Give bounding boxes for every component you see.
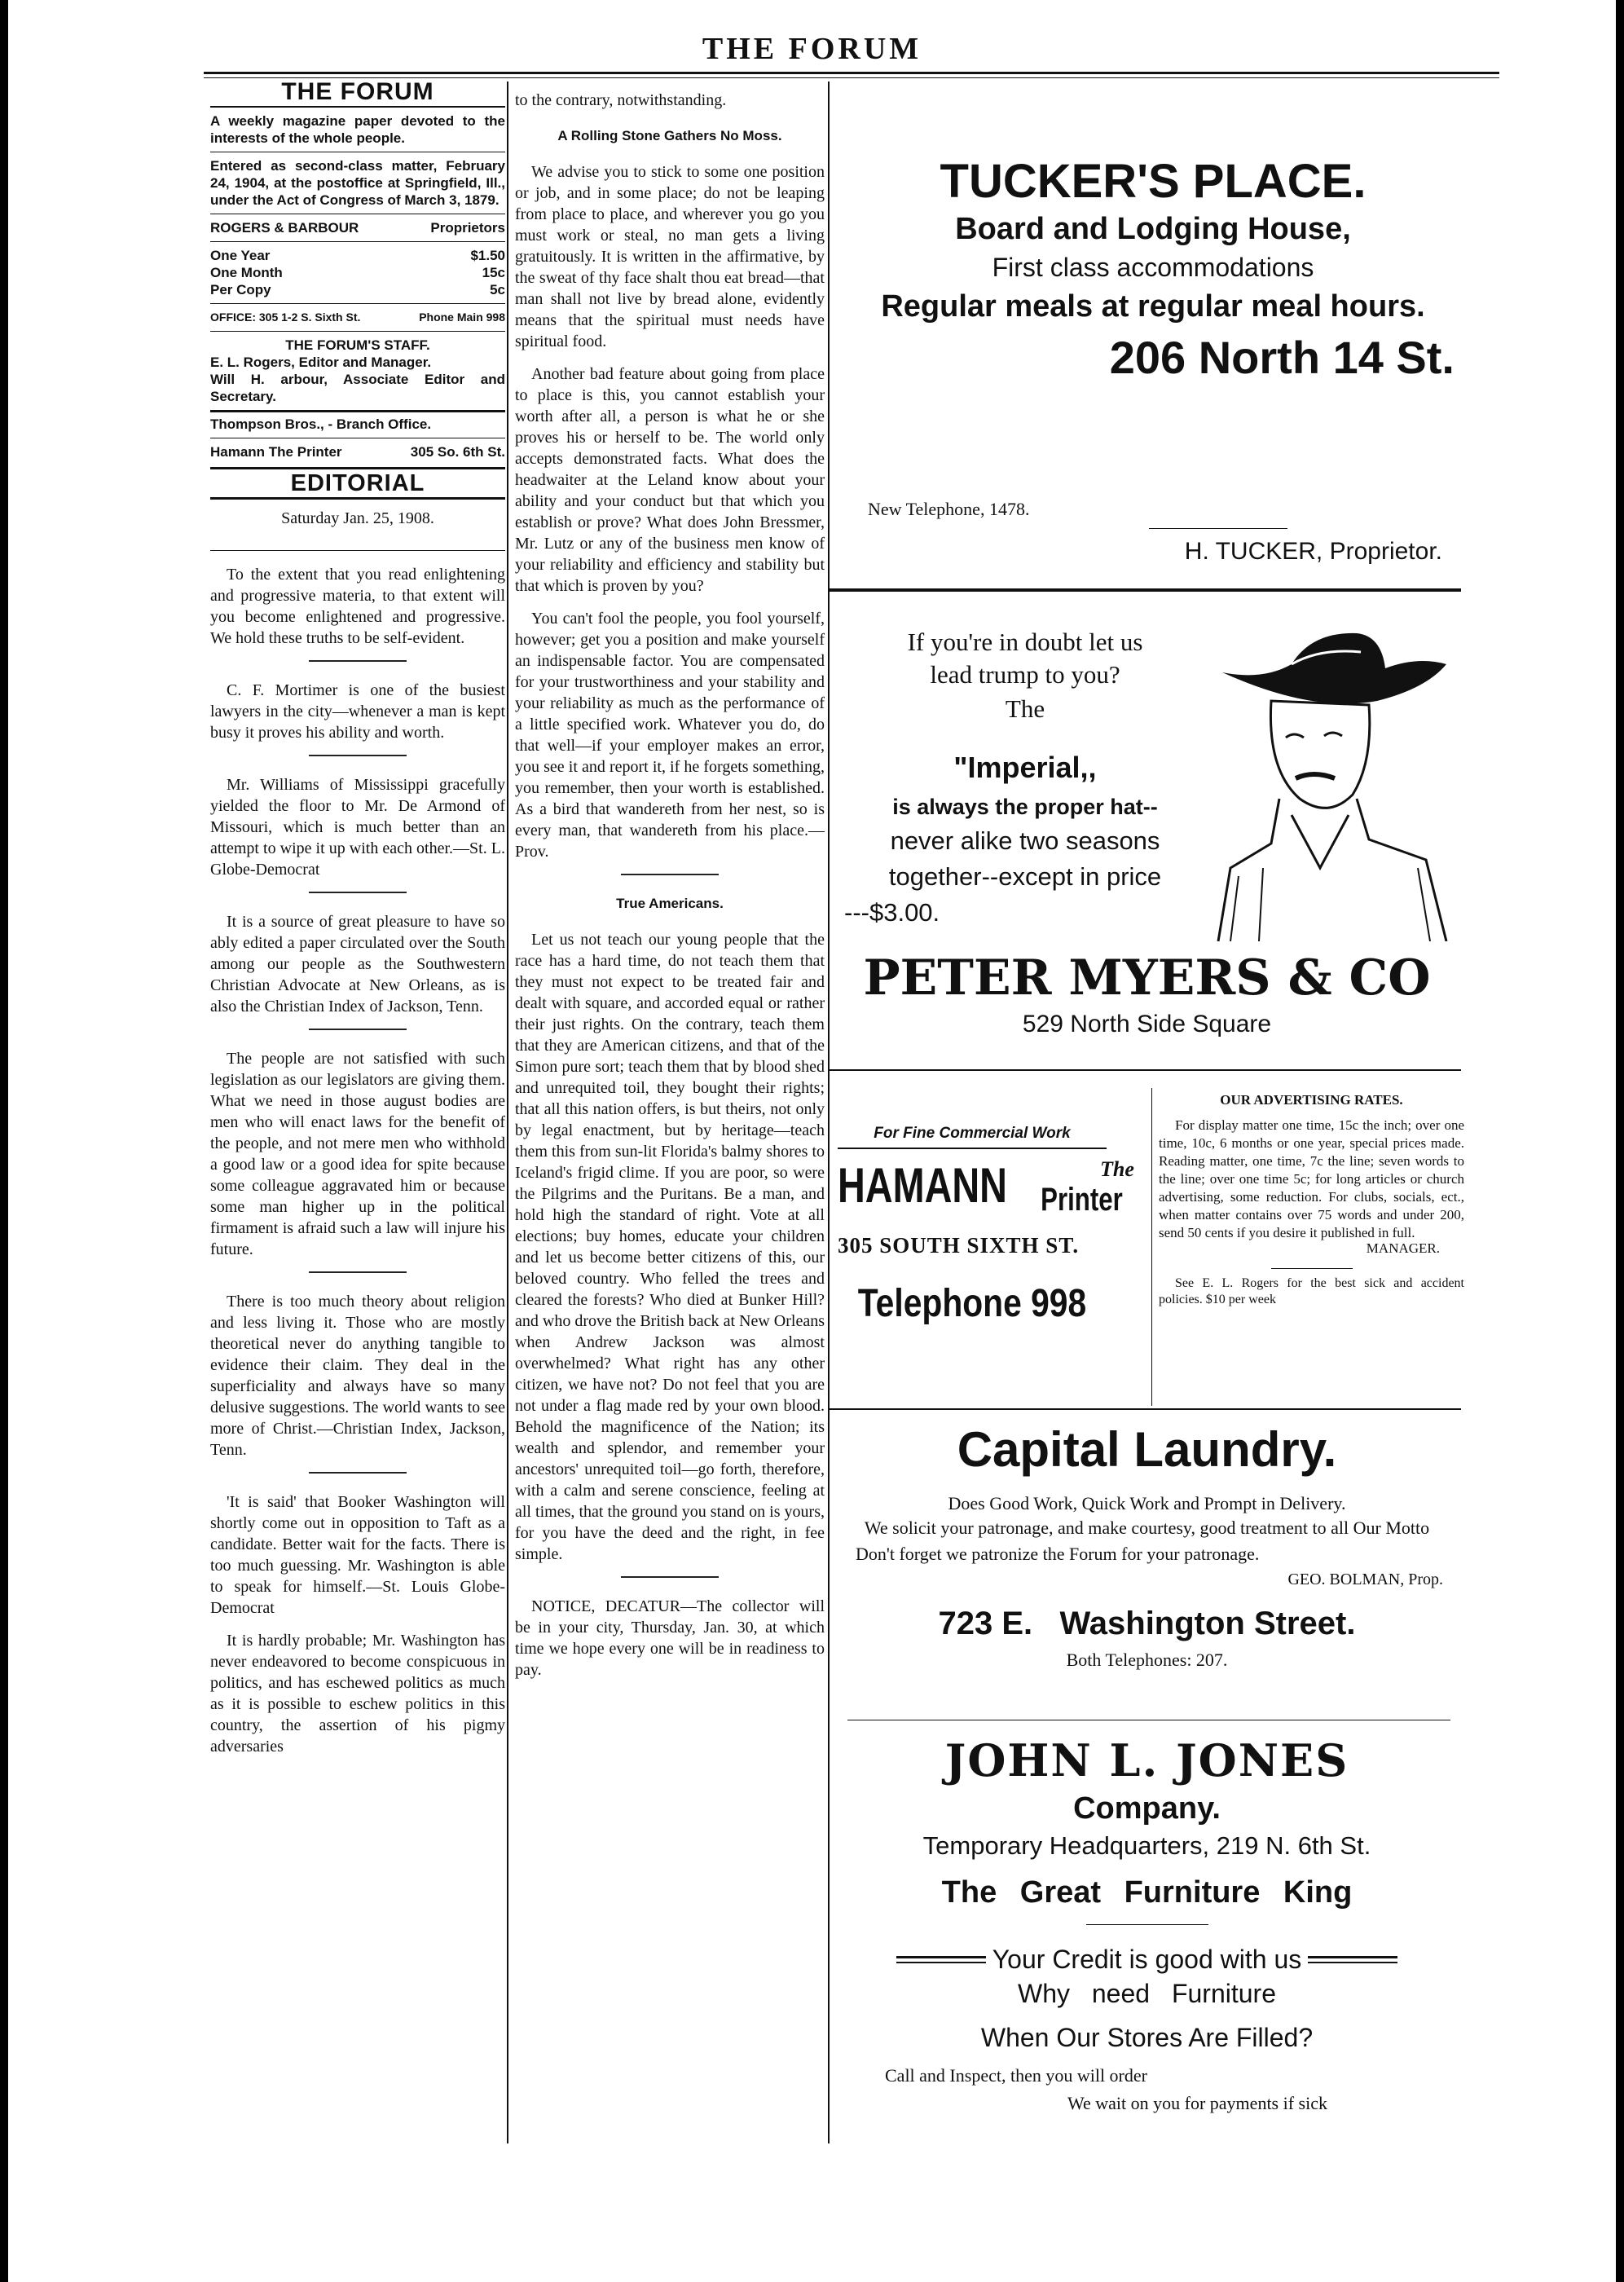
tucker-line1: Board and Lodging House, bbox=[955, 212, 1351, 246]
hamann-tagline: For Fine Commercial Work bbox=[874, 1125, 1071, 1142]
middle-column bbox=[515, 90, 825, 1692]
rates-signature: MANAGER. bbox=[1366, 1240, 1440, 1256]
branch-office: Thompson Bros., - Branch Office. bbox=[210, 416, 432, 432]
office-phone: Phone Main 998 bbox=[419, 311, 505, 324]
jones-company: Company. bbox=[1073, 1791, 1221, 1826]
hamann-ad bbox=[838, 1125, 1134, 1326]
decorative-rule bbox=[1308, 1956, 1397, 1963]
hamann-name: HAMANN bbox=[838, 1158, 1007, 1213]
laundry-phones: Both Telephones: 207. bbox=[1066, 1650, 1228, 1670]
printer-address: 305 So. 6th St. bbox=[410, 444, 505, 460]
man-with-hat-illustration bbox=[1214, 623, 1450, 941]
ad-divider bbox=[830, 1069, 1461, 1071]
staff-title: THE FORUM'S STAFF. bbox=[285, 337, 430, 353]
laundry-line2: We solicit your patronage, and make courtesy, good treatment to all Our Motto bbox=[864, 1518, 1430, 1538]
rate-row bbox=[210, 264, 505, 281]
staff-associate: Will H. arbour, Associate Editor and Secretary. bbox=[210, 372, 505, 404]
issue-date: Saturday Jan. 25, 1908. bbox=[281, 509, 434, 527]
editorial-paragraph: It is a source of great pleasure to have so ably edited a paper circulated over the South among our people as the Southwestern Christian Advocate at New Orleans, as is also the Christian Index of Jackson, Tenn. bbox=[210, 913, 505, 1015]
rate-label: One Month bbox=[210, 265, 283, 280]
masthead-rule bbox=[204, 72, 1499, 74]
jones-line5: We wait on you for payments if sick bbox=[1067, 2093, 1327, 2113]
hamann-telephone: Telephone 998 bbox=[857, 1282, 1087, 1325]
proprietors-row bbox=[210, 219, 505, 236]
rate-label: Per Copy bbox=[210, 282, 271, 297]
tucker-line3: Regular meals at regular meal hours. bbox=[881, 289, 1425, 324]
ad-divider-vertical bbox=[1151, 1088, 1152, 1406]
masthead: THE FORUM bbox=[702, 32, 922, 66]
rates-footer: See E. L. Rogers for the best sick and accident policies. $10 per week bbox=[1159, 1276, 1464, 1306]
laundry-line1: Does Good Work, Quick Work and Prompt in Delivery. bbox=[948, 1493, 1346, 1513]
left-column bbox=[210, 78, 505, 1769]
myers-ad bbox=[838, 626, 1212, 931]
column-divider-1 bbox=[507, 82, 508, 2143]
editorial-heading: EDITORIAL bbox=[290, 470, 425, 496]
separator bbox=[309, 1029, 407, 1030]
editorial-paragraph: To the extent that you read enlightening and progressive materia, to that extent will you become enlightened and progressive. We hold these truths to be self-evident. bbox=[210, 566, 505, 647]
separator bbox=[621, 874, 719, 875]
jones-line4: Call and Inspect, then you will order bbox=[885, 2065, 1147, 2086]
separator bbox=[309, 660, 407, 662]
hamann-printer-block bbox=[1029, 1157, 1134, 1218]
jones-hq: Temporary Headquarters, 219 N. 6th St. bbox=[922, 1831, 1371, 1860]
entry-notice: Entered as second-class matter, February 24, 1904, at the postoffice at Springfield, Ill., under the Act of Congress of March 3, 1879. bbox=[210, 158, 505, 208]
ad-divider bbox=[830, 588, 1461, 592]
tucker-line2: First class accommodations bbox=[992, 253, 1314, 282]
editorial-paragraph: The people are not satisfied with such legislation as our legislators are giving them. What we need in those august bodies are men who will enact laws for the benefit of the people, and not mere men who withhold a good law or a good idea for spite because some colleague aggravated him or because some man higher up in the political firmament is afraid such a law will injure his future. bbox=[210, 1050, 505, 1258]
jones-ad bbox=[831, 1732, 1463, 2118]
rate-price: 15c bbox=[482, 265, 505, 280]
notice-paragraph: NOTICE, DECATUR—The collector will be in your city, Thursday, Jan. 30, at which time we hope every one will be in readiness to pay. bbox=[515, 1597, 825, 1679]
tucker-proprietor: H. TUCKER, Proprietor. bbox=[1184, 538, 1442, 565]
rates-body: For display matter one time, 15c the inch; over one time, 10c, 6 months or one year, special prices made. Reading matter, one time, 7c the line; seven words to the line; over one time 5c; for long articles or church advertising, some reduction. For clubs, socials, ect., when matter contains over 75 words and under 200, send 50 cents if you desire it published in full. bbox=[1159, 1117, 1464, 1240]
myers-name: PETER MYERS & CO bbox=[863, 949, 1431, 1007]
rolling-stone-paragraph: We advise you to stick to some one position or job, and in some place; do not be leaping from place to place, and wherever you go you must work or steal, no man gets a living gratuitously. It is written in the affirmative, by the sweat of thy face shalt thou eat bread—that man shall not live by bread alone, evidently means that the spiritual must needs have spiritual food. bbox=[515, 163, 825, 350]
separator bbox=[309, 755, 407, 756]
jones-credit-row bbox=[831, 1945, 1463, 1975]
advertising-rates bbox=[1159, 1092, 1464, 1308]
laundry-address: 723 E. Washington Street. bbox=[938, 1606, 1356, 1641]
rolling-stone-heading: A Rolling Stone Gathers No Moss. bbox=[557, 128, 782, 143]
myers-line3: The bbox=[1005, 694, 1045, 723]
proprietors-role: Proprietors bbox=[430, 220, 505, 236]
rates-title: OUR ADVERTISING RATES. bbox=[1220, 1092, 1403, 1108]
rolling-stone-paragraph: Another bad feature about going from place to place is this, you cannot establish your worth after all, a person is what he or she proves his or herself to be. The world only accepts demonstrated facts. What does the headwaiter at the Leland know about your ability and your conduct but that which you establish or prove? What does John Bressmer, Mr. Lutz or any of the business men know of your reliability and efficiency and stability but that which is proven by you? bbox=[515, 365, 825, 595]
separator bbox=[309, 1472, 407, 1474]
jones-name: JOHN L. JONES bbox=[944, 1734, 1349, 1786]
tucker-address: 206 North 14 St. bbox=[1109, 332, 1455, 383]
hamann-logo bbox=[838, 1157, 1134, 1218]
staff-editor: E. L. Rogers, Editor and Manager. bbox=[210, 355, 432, 370]
office-row bbox=[210, 309, 505, 326]
rate-label: One Year bbox=[210, 248, 271, 263]
myers-product: "Imperial,, bbox=[953, 751, 1097, 784]
editorial-paragraph: It is hardly probable; Mr. Washington has never endeavored to become conspicuous in politics, and has eschewed politics as much as it is possible to eschew politics in this country, the assertion of his pigmy adversaries bbox=[210, 1632, 505, 1756]
hamann-the: The bbox=[1100, 1157, 1134, 1181]
forum-box-title: THE FORUM bbox=[281, 78, 434, 105]
newspaper-page bbox=[8, 0, 1616, 2282]
rate-price: $1.50 bbox=[470, 248, 505, 263]
editorial-paragraph: Mr. Williams of Mississippi gracefully yielded the floor to Mr. De Armond of Missouri, which is much better than an attempt to wipe it up with each other.—St. L. Globe-Democrat bbox=[210, 776, 505, 879]
myers-line6: together--except in price bbox=[888, 862, 1162, 891]
true-americans-paragraph: Let us not teach our young people that the race has a hard time, do not teach them that they must not expect to be treated fair and dealt with square, and accorded equal or rather their just rights. On the contrary, teach them that they are American citizens, and that of the Simon pure sort; teach them that by blood shed and unrequited toil, they bought their rights; that all this nation offers, is but theirs, not only by legal enactment, but by heritage—teach them this from sun-lit Florida's balmy shores to Iceland's frigid clime. If you are poor, so were the Pilgrims and the Puritans. Be a man, and hold high the standard of right. Vote at all elections; buy homes, educate your children and let us become better citizens of this, our beloved country. Who felled the trees and cleared the forests? Who died at Bunker Hill? and who drove the British back at New Orleans when Andrew Jackson was almost overwhelmed? What right has any other citizen, we have not? Do not feel that you are not under a flag made red by your own blood. Behold the magnificence of the Nation; its wealth and splendor, and remember your ancestors' unrequited toil—go forth, therefore, with a calm and serene conscience, feeling at all times, that the ground you stand on is yours, for you have the deed and the right, in fee simple. bbox=[515, 931, 825, 1563]
separator bbox=[309, 892, 407, 893]
rate-row bbox=[210, 247, 505, 264]
forum-description: A weekly magazine paper devoted to the interests of the whole people. bbox=[210, 113, 505, 146]
editorial-paragraph: 'It is said' that Booker Washington will shortly come out in opposition to Taft as a candidate. Better wait for the facts. There is too much guessing. Mr. Washington is able to speak for himself.—St. Louis Globe-Democrat bbox=[210, 1493, 505, 1617]
rate-row bbox=[210, 281, 505, 298]
printer-name: Hamann The Printer bbox=[210, 444, 342, 460]
column-divider-2 bbox=[828, 82, 830, 2143]
myers-price: ---$3.00. bbox=[844, 898, 940, 927]
jones-slogan: The Great Furniture King bbox=[941, 1875, 1353, 1910]
rolling-stone-paragraph: You can't fool the people, you fool yourself, however; get you a position and make yourself an indispensable factor. You are compensated for your trustworthiness and your stability and your reliability as much as the performance of a little specified work. Whatever you do, do that well—if your employer makes an error, you see it and report it, if he forgets something, you remember, then your worth is established. As a bird that wandereth from her nest, so is every man, that wandereth from his place.—Prov. bbox=[515, 610, 825, 861]
tucker-name: TUCKER'S PLACE. bbox=[940, 155, 1367, 208]
office-address: OFFICE: 305 1-2 S. Sixth St. bbox=[210, 311, 361, 324]
decorative-rule bbox=[896, 1956, 986, 1963]
myers-footer bbox=[831, 949, 1463, 1042]
editorial-paragraph: C. F. Mortimer is one of the busiest lawyers in the city—whenever a man is kept busy it proves his ability and worth. bbox=[210, 681, 505, 742]
jones-line2: Why need Furniture bbox=[1017, 1979, 1276, 2008]
laundry-line3: Don't forget we patronize the Forum for your patronage. bbox=[856, 1544, 1260, 1564]
hamann-address: 305 SOUTH SIXTH ST. bbox=[838, 1233, 1080, 1258]
editorial-paragraph: There is too much theory about religion and less living it. Those who are mostly theoretical never do anything tangible to evidence their claim. They deal in the superficiality and always have so many delusive suggestions. The world wants to see more of Christ.—Christian Index, Jackson, Tenn. bbox=[210, 1293, 505, 1459]
laundry-name: Capital Laundry. bbox=[957, 1422, 1337, 1477]
laundry-ad bbox=[831, 1418, 1463, 1672]
tucker-ad bbox=[831, 155, 1475, 388]
myers-line5: never alike two seasons bbox=[890, 826, 1160, 855]
continuation-text: to the contrary, notwithstanding. bbox=[515, 91, 727, 109]
tucker-rule bbox=[1149, 528, 1287, 529]
hamann-printer: Printer bbox=[1041, 1182, 1123, 1218]
printer-row bbox=[210, 443, 505, 460]
true-americans-heading: True Americans. bbox=[616, 896, 724, 911]
separator bbox=[621, 1576, 719, 1578]
jones-credit: Your Credit is good with us bbox=[992, 1945, 1302, 1974]
ad-divider bbox=[830, 1408, 1461, 1410]
proprietors-name: ROGERS & BARBOUR bbox=[210, 220, 359, 236]
myers-line1: If you're in doubt let us bbox=[907, 628, 1143, 656]
myers-line2: lead trump to you? bbox=[930, 660, 1120, 689]
myers-address: 529 North Side Square bbox=[1022, 1011, 1272, 1037]
tucker-phone: New Telephone, 1478. bbox=[868, 499, 1030, 519]
jones-line3: When Our Stores Are Filled? bbox=[980, 2023, 1314, 2052]
rate-price: 5c bbox=[490, 282, 505, 297]
myers-line4: is always the proper hat-- bbox=[892, 795, 1158, 819]
separator bbox=[309, 1271, 407, 1273]
laundry-prop: GEO. BOLMAN, Prop. bbox=[1287, 1571, 1443, 1588]
